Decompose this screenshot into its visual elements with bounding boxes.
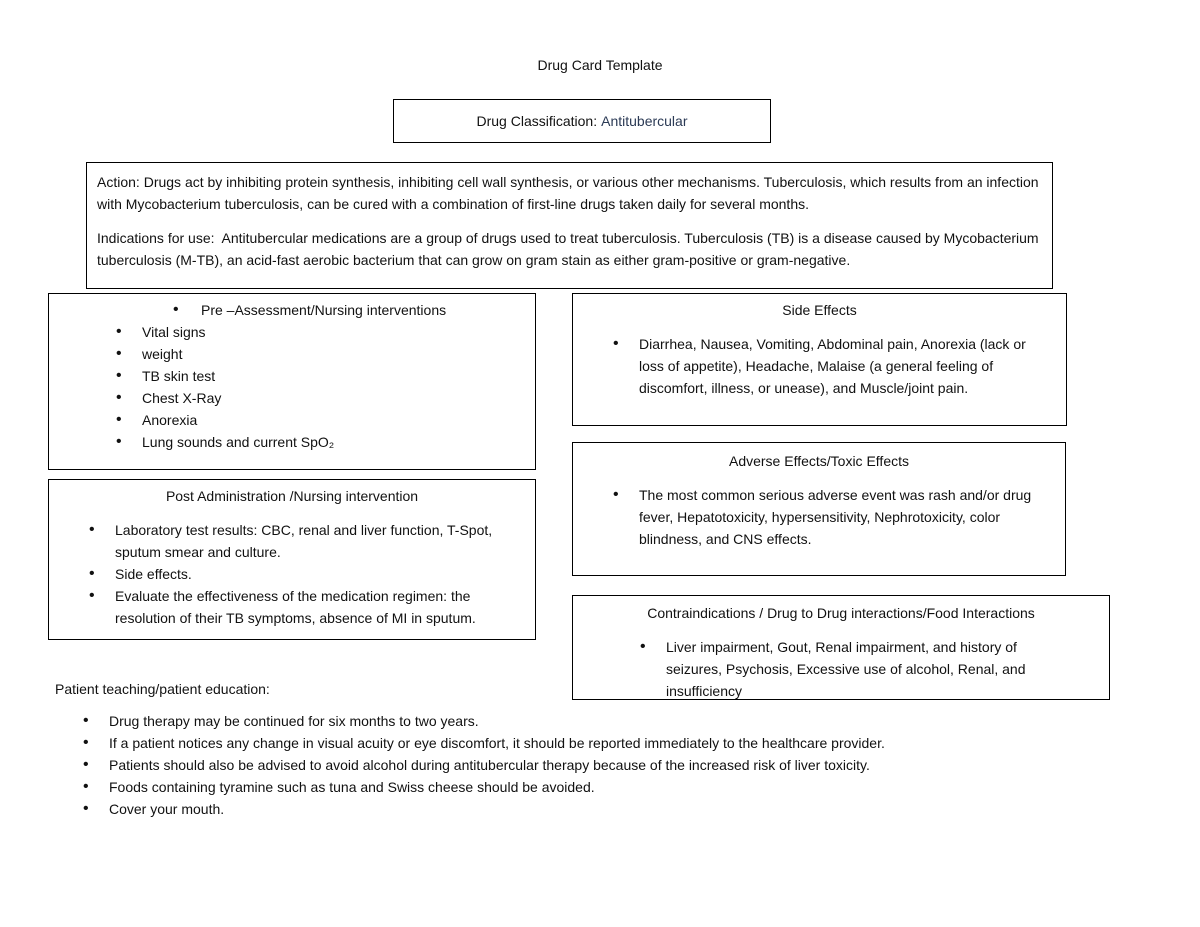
list-item: • Vital signs — [142, 321, 535, 343]
list-item: • Chest X-Ray — [142, 387, 535, 409]
action-paragraph — [97, 171, 1042, 215]
classification-box — [393, 99, 771, 143]
list-item: • Lung sounds and current SpO₂ — [142, 431, 535, 453]
list-item: • Cover your mouth. — [109, 798, 1159, 820]
list-item: • Side effects. — [115, 563, 523, 585]
patient-teaching-label: Patient teaching/patient education: — [55, 681, 270, 697]
adverse-effects-heading: Adverse Effects/Toxic Effects — [728, 453, 909, 469]
action-text: Drugs act by inhibiting protein synthesis, inhibiting cell wall synthesis, or various other mechanisms. Tuberculosis, which results from an infection with Mycobacterium tuberculosis, can be cured with a combination of first-line drugs taken daily for several months. — [97, 174, 1039, 212]
adverse-effects-list — [639, 484, 1035, 550]
indications-label: Indications for use: — [97, 230, 215, 246]
list-item: • Evaluate the effectiveness of the medication regimen: the resolution of their TB symptoms, absence of MI in sputum. — [115, 585, 523, 629]
contraindications-list — [666, 636, 1069, 700]
indications-paragraph — [97, 227, 1042, 271]
side-effects-heading: Side Effects — [782, 302, 857, 318]
contraindications-box — [572, 595, 1110, 700]
list-item: • Liver impairment, Gout, Renal impairment, and history of seizures, Psychosis, Excessive use of alcohol, Renal, and insufficiency — [666, 636, 1069, 700]
post-administration-box — [48, 479, 536, 640]
list-item: • If a patient notices any change in visual acuity or eye discomfort, it should be reported immediately to the healthcare provider. — [109, 732, 1159, 754]
list-item: • The most common serious adverse event was rash and/or drug fever, Hepatotoxicity, hypersensitivity, Nephrotoxicity, color blindness, and CNS effects. — [639, 484, 1035, 550]
patient-teaching-list — [109, 710, 1159, 820]
classification-label: Drug Classification: — [476, 113, 598, 129]
list-item: • Anorexia — [142, 409, 535, 431]
list-item: • Drug therapy may be continued for six months to two years. — [109, 710, 1159, 732]
pre-assessment-box — [48, 293, 536, 470]
pre-assessment-heading: • Pre –Assessment/Nursing interventions — [49, 299, 535, 321]
post-administration-heading: Post Administration /Nursing intervention — [165, 488, 419, 504]
side-effects-box — [572, 293, 1067, 426]
pre-assessment-list — [142, 321, 535, 453]
page-title: Drug Card Template — [537, 57, 663, 73]
action-label: Action: — [97, 174, 140, 190]
list-item: • Laboratory test results: CBC, renal and liver function, T-Spot, sputum smear and culture. — [115, 519, 523, 563]
side-effects-list — [639, 333, 1036, 399]
adverse-effects-box — [572, 442, 1066, 576]
list-item: • Patients should also be advised to avoid alcohol during antitubercular therapy because of the increased risk of liver toxicity. — [109, 754, 1159, 776]
contraindications-heading: Contraindications / Drug to Drug interactions/Food Interactions — [647, 605, 1035, 621]
action-box — [86, 162, 1053, 289]
list-item: • Foods containing tyramine such as tuna and Swiss cheese should be avoided. — [109, 776, 1159, 798]
indications-text: Antitubercular medications are a group of drugs used to treat tuberculosis. Tuberculosis (TB) is a disease caused by Mycobacterium tuberculosis (M-TB), an acid-fast aerobic bacterium that can grow on gram stain as either gram-positive or gram-negative. — [97, 230, 1039, 268]
classification-value: Antitubercular — [601, 113, 688, 129]
list-item: • weight — [142, 343, 535, 365]
post-administration-list — [115, 519, 523, 629]
list-item: • TB skin test — [142, 365, 535, 387]
list-item: • Diarrhea, Nausea, Vomiting, Abdominal pain, Anorexia (lack or loss of appetite), Headache, Malaise (a general feeling of discomfort, illness, or unease), and Muscle/joint pain. — [639, 333, 1036, 399]
